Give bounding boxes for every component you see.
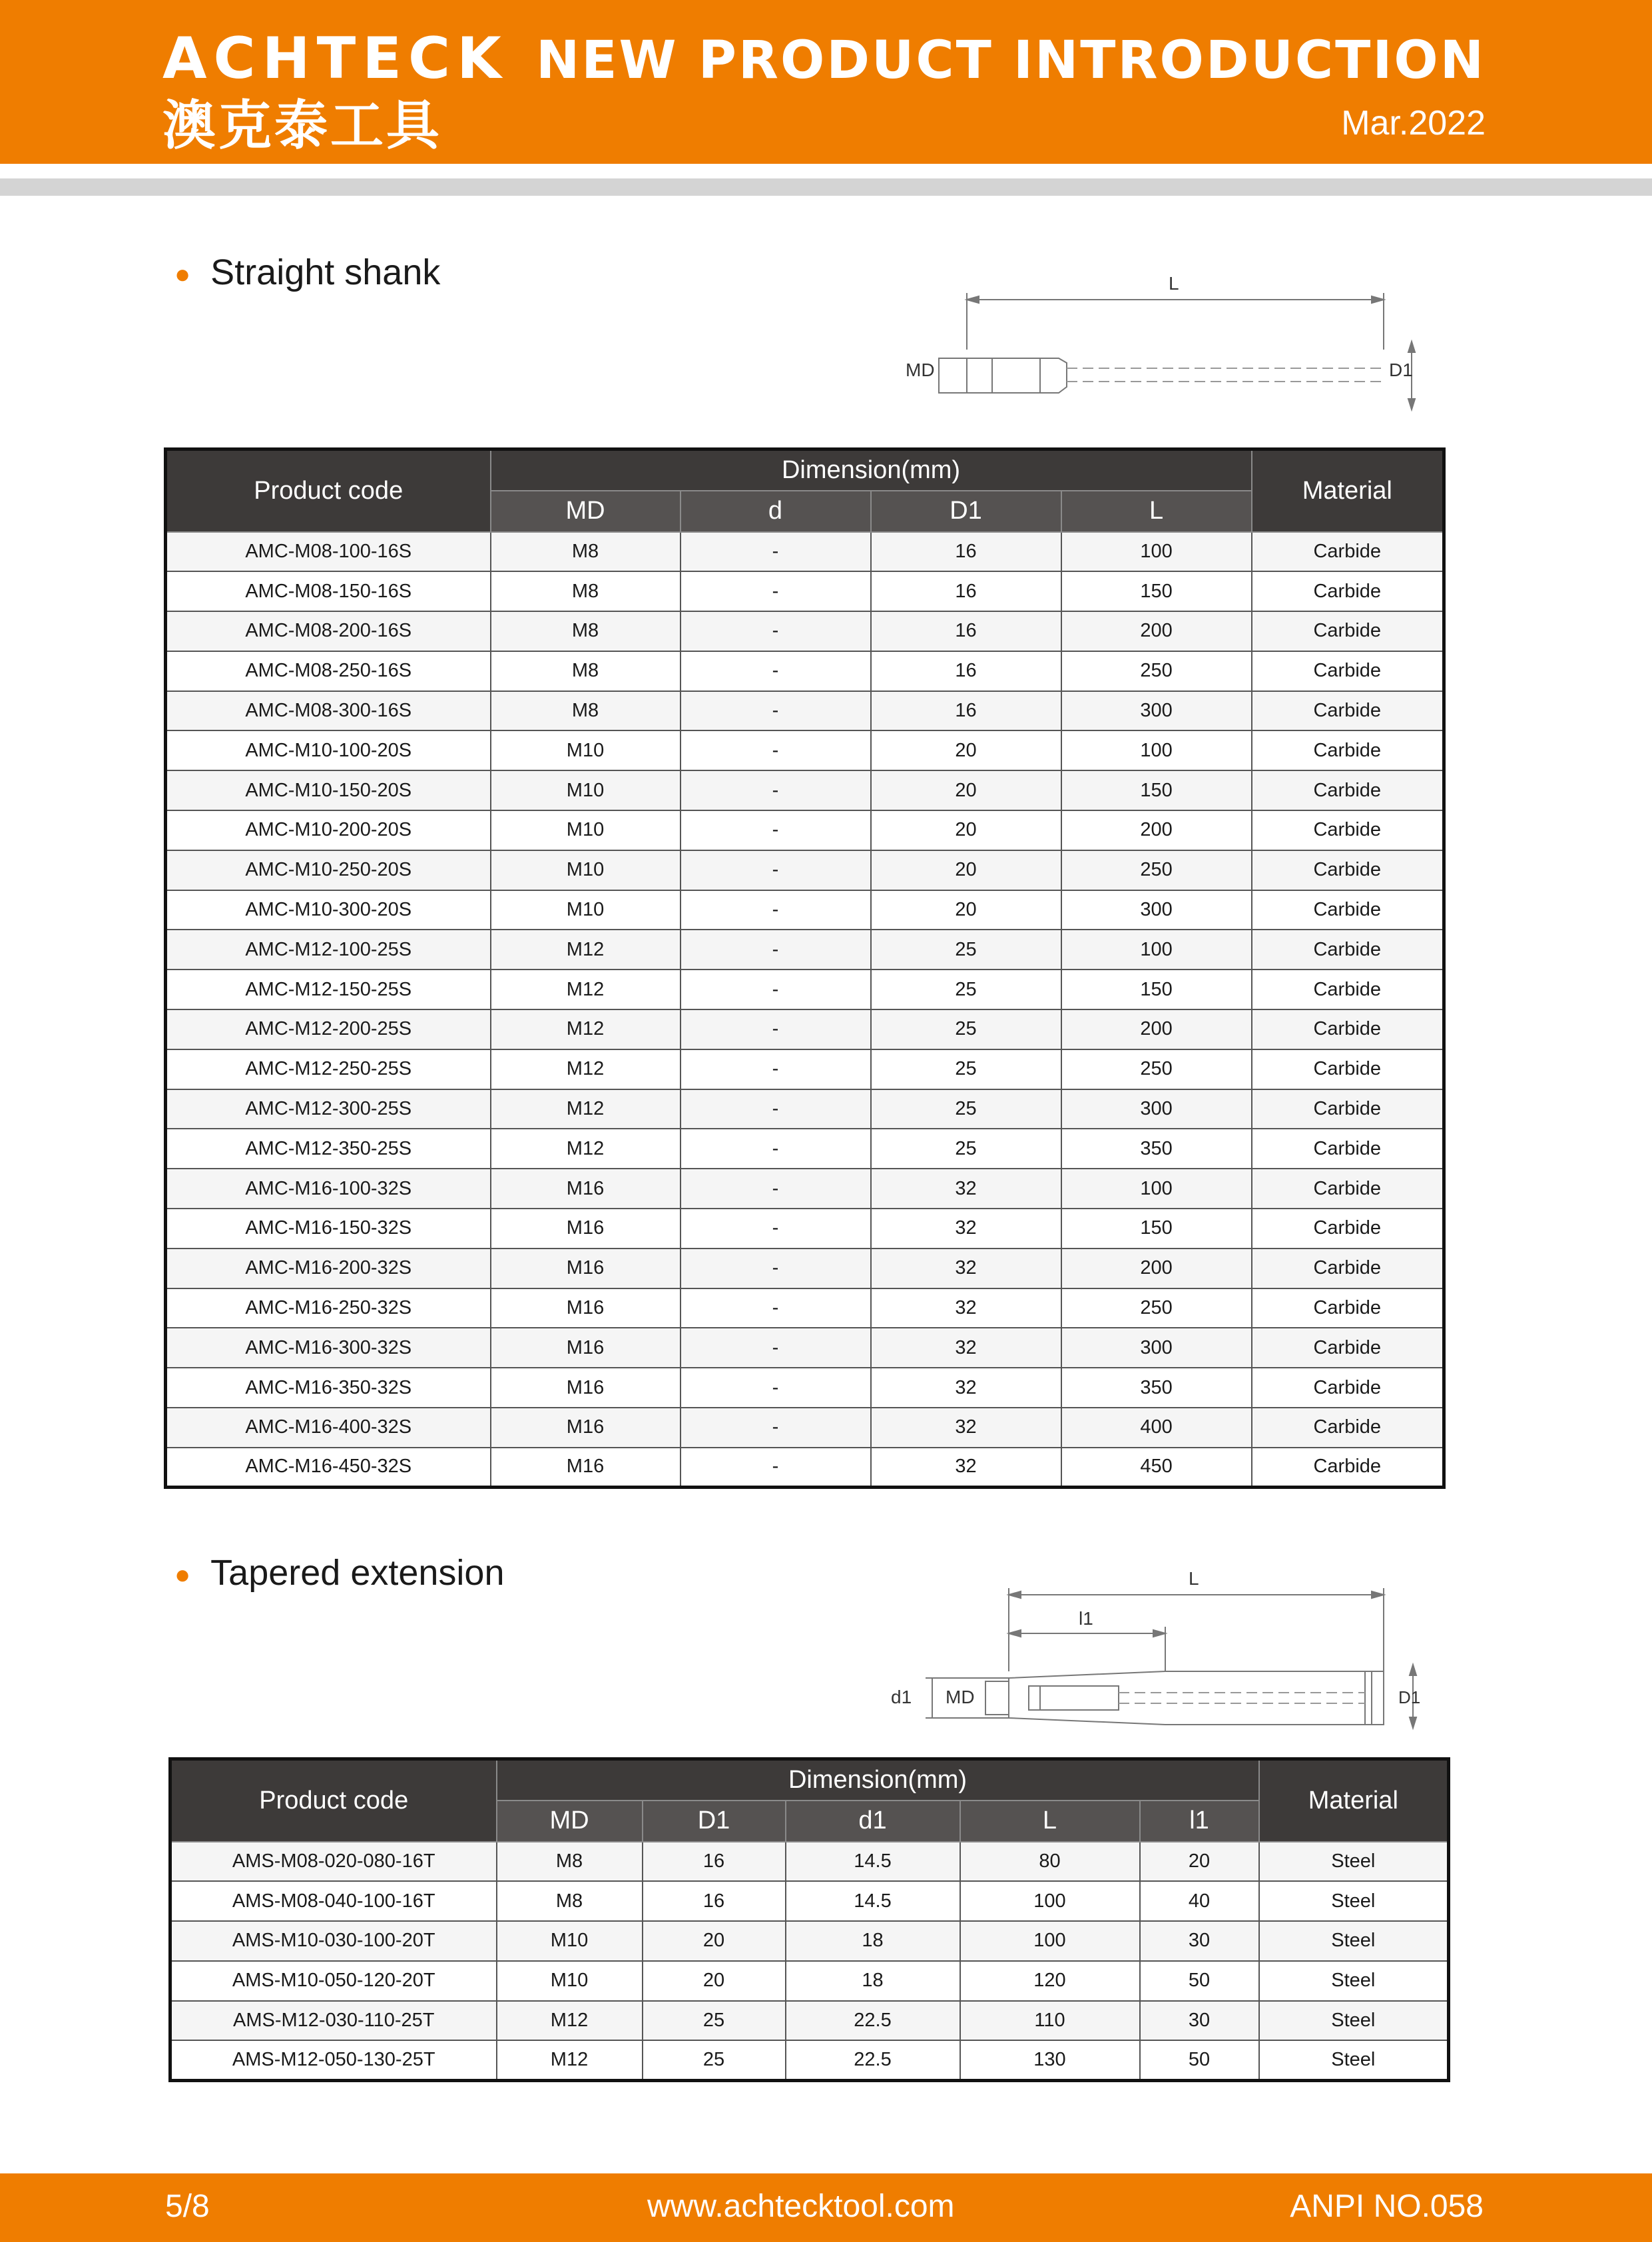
subheader-d1: D1 (871, 491, 1061, 532)
header-product-code: Product code (166, 449, 491, 532)
table-cell: 20 (1140, 1842, 1259, 1882)
table-cell: 50 (1140, 2040, 1259, 2080)
table-cell: 100 (1061, 532, 1252, 572)
table-cell: AMS-M12-050-130-25T (170, 2040, 497, 2080)
table-row (166, 1328, 1444, 1368)
table-cell: Carbide (1252, 730, 1444, 770)
table-cell: 350 (1061, 1368, 1252, 1408)
table-cell: M10 (497, 1961, 643, 2001)
straight-shank-diagram (886, 263, 1432, 416)
table-cell: 25 (871, 1009, 1061, 1049)
bullet-icon: ● (174, 1560, 191, 1590)
subheader-l: L (960, 1801, 1140, 1842)
subheader-md: MD (497, 1801, 643, 1842)
table-cell: 100 (1061, 730, 1252, 770)
table-cell: - (681, 930, 871, 970)
subheader-d1: d1 (786, 1801, 960, 1842)
table-cell: 25 (871, 930, 1061, 970)
table-cell: 14.5 (786, 1842, 960, 1882)
table-cell: 120 (960, 1961, 1140, 2001)
table-row (166, 770, 1444, 810)
table-cell: Carbide (1252, 1129, 1444, 1169)
table-cell: 400 (1061, 1408, 1252, 1448)
table-cell: Steel (1259, 1842, 1449, 1882)
table-cell: M16 (491, 1368, 681, 1408)
table-cell: Carbide (1252, 930, 1444, 970)
table-cell: 16 (871, 532, 1061, 572)
table-cell: M10 (497, 1921, 643, 1961)
table-cell: AMC-M12-250-25S (166, 1049, 491, 1089)
table-cell: 18 (786, 1921, 960, 1961)
table-cell: 32 (871, 1288, 1061, 1328)
table-cell: 32 (871, 1368, 1061, 1408)
table-cell: Steel (1259, 1961, 1449, 2001)
table-cell: AMS-M08-040-100-16T (170, 1881, 497, 1921)
table-cell: Carbide (1252, 850, 1444, 890)
table-cell: M8 (491, 651, 681, 691)
table-cell: 18 (786, 1961, 960, 2001)
table-cell: - (681, 1408, 871, 1448)
table-cell: 25 (871, 1049, 1061, 1089)
anpi-number: ANPI NO.058 (1290, 2189, 1484, 2224)
table-row (166, 611, 1444, 651)
table-cell: Carbide (1252, 1328, 1444, 1368)
table-cell: Carbide (1252, 1209, 1444, 1249)
table-row (170, 1842, 1449, 1882)
table-cell: M16 (491, 1448, 681, 1488)
table-cell: 16 (871, 611, 1061, 651)
table-cell: M12 (491, 1049, 681, 1089)
table-cell: Steel (1259, 2040, 1449, 2080)
table-cell: 150 (1061, 970, 1252, 1009)
table-cell: Carbide (1252, 691, 1444, 731)
table-cell: AMC-M10-150-20S (166, 770, 491, 810)
website-link[interactable]: www.achtecktool.com (647, 2189, 955, 2224)
tapered-extension-table (168, 1757, 1450, 2082)
table-cell: - (681, 890, 871, 930)
table-cell: 450 (1061, 1448, 1252, 1488)
table-cell: - (681, 1209, 871, 1249)
table-cell: 150 (1061, 1209, 1252, 1249)
table-row (166, 1448, 1444, 1488)
table-cell: - (681, 611, 871, 651)
table-cell: - (681, 1368, 871, 1408)
table-cell: 200 (1061, 810, 1252, 850)
table-cell: 25 (643, 2001, 786, 2041)
table-cell: 300 (1061, 691, 1252, 731)
table-cell: M12 (497, 2040, 643, 2080)
table-cell: M10 (491, 890, 681, 930)
subheader-d1: D1 (643, 1801, 786, 1842)
table-cell: 32 (871, 1249, 1061, 1288)
table-cell: - (681, 1249, 871, 1288)
table-cell: - (681, 571, 871, 611)
table-cell: - (681, 532, 871, 572)
table-cell: 250 (1061, 850, 1252, 890)
table-cell: 150 (1061, 571, 1252, 611)
diagram-label-D1: D1 (1389, 360, 1413, 380)
header-product-code: Product code (170, 1759, 497, 1842)
table-cell: AMC-M16-350-32S (166, 1368, 491, 1408)
table-cell: AMC-M10-300-20S (166, 890, 491, 930)
table-cell: M16 (491, 1408, 681, 1448)
diagram-label-MD: MD (946, 1687, 975, 1707)
table-cell: M10 (491, 810, 681, 850)
table-cell: AMS-M10-050-120-20T (170, 1961, 497, 2001)
table-cell: Carbide (1252, 1249, 1444, 1288)
table-cell: Carbide (1252, 1049, 1444, 1089)
table-cell: 300 (1061, 1089, 1252, 1129)
table-cell: M8 (491, 571, 681, 611)
table-cell: M16 (491, 1209, 681, 1249)
table-cell: AMC-M12-300-25S (166, 1089, 491, 1129)
table-row (166, 850, 1444, 890)
table-cell: M16 (491, 1169, 681, 1209)
table-cell: AMC-M16-150-32S (166, 1209, 491, 1249)
table-cell: Carbide (1252, 1368, 1444, 1408)
table-cell: AMC-M12-100-25S (166, 930, 491, 970)
section-heading-tapered-extension (174, 1552, 504, 1593)
table-cell: Carbide (1252, 651, 1444, 691)
diagram-label-D1: D1 (1398, 1687, 1421, 1707)
table-cell: 100 (1061, 930, 1252, 970)
table-cell: - (681, 770, 871, 810)
subheader-d: d (681, 491, 871, 532)
table-cell: 16 (871, 651, 1061, 691)
document-date: Mar.2022 (1341, 104, 1486, 142)
table-row (170, 1961, 1449, 2001)
table-row (166, 810, 1444, 850)
table-cell: 130 (960, 2040, 1140, 2080)
table-cell: 300 (1061, 890, 1252, 930)
table-cell: AMC-M16-100-32S (166, 1169, 491, 1209)
table-cell: AMC-M12-200-25S (166, 1009, 491, 1049)
table-row (170, 1881, 1449, 1921)
table-cell: AMC-M16-250-32S (166, 1288, 491, 1328)
table-cell: - (681, 1129, 871, 1169)
diagram-label-L: L (1189, 1568, 1199, 1589)
table-cell: M12 (491, 930, 681, 970)
straight-shank-table (164, 447, 1446, 1489)
table-cell: AMS-M12-030-110-25T (170, 2001, 497, 2041)
table-cell: 200 (1061, 1249, 1252, 1288)
table-cell: - (681, 850, 871, 890)
table-cell: Steel (1259, 1921, 1449, 1961)
section-heading-text: Tapered extension (210, 1553, 505, 1593)
table-row (166, 1089, 1444, 1129)
table-cell: AMC-M08-150-16S (166, 571, 491, 611)
table-cell: 250 (1061, 1288, 1252, 1328)
table-cell: Steel (1259, 2001, 1449, 2041)
table-cell: Carbide (1252, 611, 1444, 651)
subheader-l: L (1061, 491, 1252, 532)
table-cell: AMC-M12-150-25S (166, 970, 491, 1009)
table-cell: M16 (491, 1249, 681, 1288)
table-cell: 25 (871, 1089, 1061, 1129)
table-row (166, 930, 1444, 970)
table-cell: M12 (491, 1129, 681, 1169)
table-cell: Carbide (1252, 571, 1444, 611)
table-cell: AMC-M16-450-32S (166, 1448, 491, 1488)
table-cell: 80 (960, 1842, 1140, 1882)
document-title: NEW PRODUCT INTRODUCTION (536, 31, 1486, 91)
table-cell: Carbide (1252, 1089, 1444, 1129)
table-row (166, 1368, 1444, 1408)
table-cell: Carbide (1252, 970, 1444, 1009)
page-footer (0, 2173, 1652, 2242)
table-cell: - (681, 970, 871, 1009)
header-dimension: Dimension(mm) (497, 1759, 1259, 1801)
table-cell: 250 (1061, 651, 1252, 691)
table-cell: AMC-M10-250-20S (166, 850, 491, 890)
subheader-l1: l1 (1140, 1801, 1259, 1842)
table-cell: - (681, 1089, 871, 1129)
table-cell: M8 (491, 691, 681, 731)
brand-logo-chinese: 澳克泰工具 (162, 95, 442, 156)
tapered-extension-diagram (886, 1565, 1432, 1738)
table-cell: 16 (871, 571, 1061, 611)
table-cell: 22.5 (786, 2040, 960, 2080)
section-heading-straight-shank (174, 252, 440, 293)
table-cell: AMC-M08-100-16S (166, 532, 491, 572)
table-cell: 20 (871, 730, 1061, 770)
table-cell: Carbide (1252, 1408, 1444, 1448)
table-cell: - (681, 1009, 871, 1049)
table-cell: M12 (491, 970, 681, 1009)
table-cell: AMC-M16-200-32S (166, 1249, 491, 1288)
table-cell: 32 (871, 1448, 1061, 1488)
table-row (166, 651, 1444, 691)
table-row (166, 1009, 1444, 1049)
table-cell: - (681, 1169, 871, 1209)
table-cell: 40 (1140, 1881, 1259, 1921)
table-cell: 20 (871, 770, 1061, 810)
table-cell: 100 (960, 1881, 1140, 1921)
table-cell: 25 (871, 1129, 1061, 1169)
table-cell: 100 (960, 1921, 1140, 1961)
header-dimension: Dimension(mm) (491, 449, 1252, 491)
bullet-icon: ● (174, 260, 191, 290)
table-cell: M12 (491, 1089, 681, 1129)
table-cell: 25 (871, 970, 1061, 1009)
header-divider (0, 178, 1652, 196)
table-cell: Carbide (1252, 532, 1444, 572)
table-cell: AMC-M16-400-32S (166, 1408, 491, 1448)
table-row (166, 1209, 1444, 1249)
table-row (166, 890, 1444, 930)
table-cell: 200 (1061, 611, 1252, 651)
table-cell: 30 (1140, 2001, 1259, 2041)
table-cell: 350 (1061, 1129, 1252, 1169)
table-row (170, 2040, 1449, 2080)
table-cell: - (681, 1448, 871, 1488)
table-row (166, 1129, 1444, 1169)
table-cell: - (681, 730, 871, 770)
table-cell: 50 (1140, 1961, 1259, 2001)
table-cell: M16 (491, 1328, 681, 1368)
diagram-label-L: L (1169, 273, 1179, 294)
table-cell: 22.5 (786, 2001, 960, 2041)
table-cell: AMS-M08-020-080-16T (170, 1842, 497, 1882)
table-cell: - (681, 1049, 871, 1089)
header-material: Material (1259, 1759, 1449, 1842)
table-row (166, 1049, 1444, 1089)
table-row (166, 970, 1444, 1009)
table-cell: M8 (491, 611, 681, 651)
table-row (166, 532, 1444, 572)
table-cell: AMC-M16-300-32S (166, 1328, 491, 1368)
table-cell: 110 (960, 2001, 1140, 2041)
table-cell: Carbide (1252, 1009, 1444, 1049)
table-row (166, 691, 1444, 731)
table-row (166, 1169, 1444, 1209)
table-cell: 200 (1061, 1009, 1252, 1049)
table-row (166, 1288, 1444, 1328)
table-cell: 20 (871, 810, 1061, 850)
table-cell: - (681, 691, 871, 731)
table-cell: - (681, 1288, 871, 1328)
table-cell: M10 (491, 730, 681, 770)
table-cell: - (681, 651, 871, 691)
table-cell: AMC-M10-200-20S (166, 810, 491, 850)
table-cell: 20 (871, 890, 1061, 930)
table-cell: 16 (643, 1842, 786, 1882)
diagram-label-d1: d1 (891, 1687, 912, 1707)
table-cell: AMC-M12-350-25S (166, 1129, 491, 1169)
table-row (170, 1921, 1449, 1961)
header-material: Material (1252, 449, 1444, 532)
table-cell: 150 (1061, 770, 1252, 810)
table-cell: M10 (491, 850, 681, 890)
diagram-label-l1: l1 (1079, 1608, 1093, 1629)
table-cell: AMC-M10-100-20S (166, 730, 491, 770)
table-row (166, 730, 1444, 770)
table-cell: 100 (1061, 1169, 1252, 1209)
table-cell: AMC-M08-250-16S (166, 651, 491, 691)
table-cell: M8 (491, 532, 681, 572)
table-cell: M12 (491, 1009, 681, 1049)
table-cell: 16 (643, 1881, 786, 1921)
table-cell: Carbide (1252, 1288, 1444, 1328)
table-cell: 250 (1061, 1049, 1252, 1089)
table-cell: 30 (1140, 1921, 1259, 1961)
table-row (166, 1408, 1444, 1448)
table-cell: M16 (491, 1288, 681, 1328)
table-cell: Carbide (1252, 1448, 1444, 1488)
page-number: 5/8 (165, 2189, 210, 2224)
table-row (166, 571, 1444, 611)
table-cell: 20 (871, 850, 1061, 890)
table-cell: M10 (491, 770, 681, 810)
brand-logo-text: ACHTECK (162, 25, 508, 92)
table-cell: - (681, 810, 871, 850)
table-cell: M8 (497, 1842, 643, 1882)
table-cell: AMS-M10-030-100-20T (170, 1921, 497, 1961)
table-cell: Carbide (1252, 890, 1444, 930)
table-cell: 20 (643, 1921, 786, 1961)
table-cell: 300 (1061, 1328, 1252, 1368)
table-cell: 32 (871, 1328, 1061, 1368)
table-cell: 32 (871, 1169, 1061, 1209)
table-cell: M8 (497, 1881, 643, 1921)
table-cell: 16 (871, 691, 1061, 731)
section-heading-text: Straight shank (210, 252, 441, 292)
table-row (166, 1249, 1444, 1288)
table-cell: - (681, 1328, 871, 1368)
table-cell: 25 (643, 2040, 786, 2080)
table-cell: Carbide (1252, 770, 1444, 810)
table-cell: AMC-M08-300-16S (166, 691, 491, 731)
page-header (0, 0, 1652, 164)
table-row (170, 2001, 1449, 2041)
subheader-md: MD (491, 491, 681, 532)
table-cell: M12 (497, 2001, 643, 2041)
table-cell: Carbide (1252, 810, 1444, 850)
table-cell: 32 (871, 1408, 1061, 1448)
table-cell: 14.5 (786, 1881, 960, 1921)
table-cell: 32 (871, 1209, 1061, 1249)
table-cell: Steel (1259, 1881, 1449, 1921)
diagram-label-MD: MD (906, 360, 935, 380)
table-cell: Carbide (1252, 1169, 1444, 1209)
table-cell: AMC-M08-200-16S (166, 611, 491, 651)
table-cell: 20 (643, 1961, 786, 2001)
